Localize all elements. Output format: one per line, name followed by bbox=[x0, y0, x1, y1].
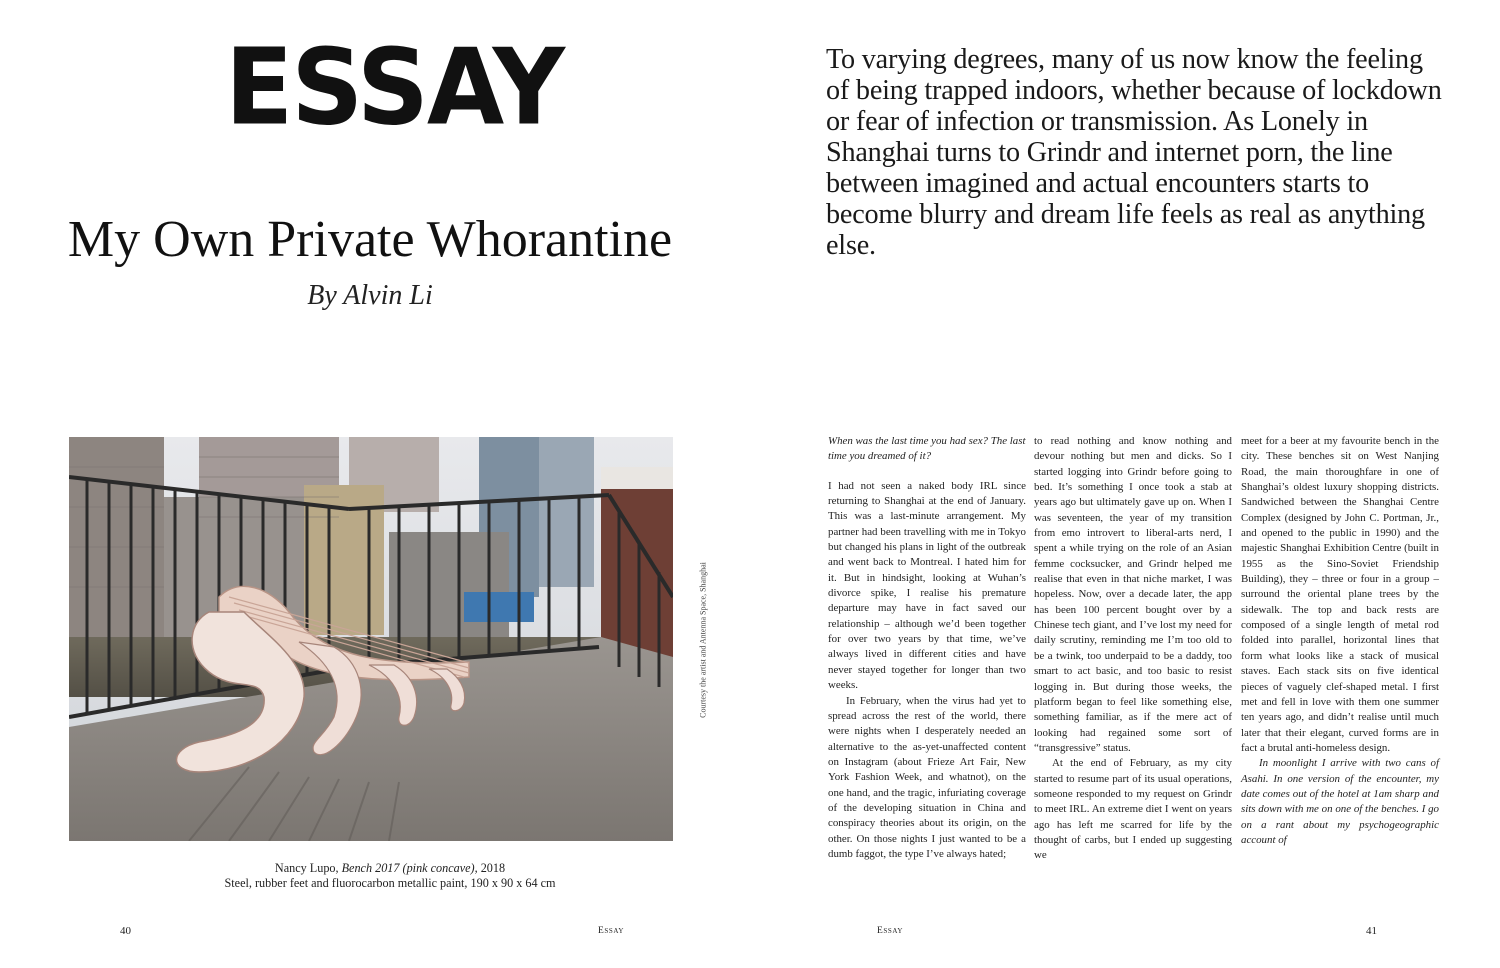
section-label: ESSAY bbox=[225, 25, 564, 149]
article-title: My Own Private Whorantine bbox=[67, 211, 673, 268]
photo-caption bbox=[100, 861, 680, 891]
opening-question: When was the last time you had sex? The last time you dreamed of it? bbox=[828, 435, 1026, 463]
page-number-right: 41 bbox=[1366, 925, 1377, 937]
running-head-right: Essay bbox=[877, 926, 904, 936]
byline: By Alvin Li bbox=[307, 280, 433, 311]
paragraph: In February, when the virus had yet to spread across the rest of the world, there were nights when I desperately needed an alternative to the as-yet-unaffected content on Instagram (about Frieze Art Fair, New York Fashion Week, and whatnot), on the one hand, and the tragic, infuriating coverage of the developing situation in China and conspiracy theories about its origin, on the other. On those nights I just wanted to be a dumb faggot, the type I’ve always hated; bbox=[828, 694, 1026, 860]
text-column-1 bbox=[828, 434, 1026, 862]
page-number-left: 40 bbox=[120, 925, 131, 937]
paragraph: to read nothing and know nothing and devour nothing but men and dicks. So I started logging into Grindr before going to bed. It’s something I once took a stab at years ago but ultimately gave up on. When I was seventeen, the year of my transition from emo introvert to liberal-arts nerd, I spent a while trying on the role of an Asian femme cocksucker, and Grindr helped me realise that even in that niche market, I was hopeless. Now, over a decade later, the app has been 100 percent bought over by a Chinese tech giant, and I’ve lost my need for daily scrutiny, reminding me I’m too old to be a twink, too underpaid to be a daddy, too smart to act basic, and too basic to resist logging in. But during those weeks, the platform began to feel like something else, something familiar, as if the mere act of looking had regained some sort of “transgressive” status. bbox=[1034, 435, 1232, 754]
caption-materials: Steel, rubber feet and fluorocarbon metallic paint, 190 x 90 x 64 cm bbox=[224, 876, 556, 890]
paragraph: meet for a beer at my favourite bench in the city. These benches sit on West Nanjing Road, the main thoroughfare in one of Shanghai’s oldest luxury shopping districts. Sandwiched between the Shanghai Centre Complex (designed by John C. Portman, Jr., and opened to the public in 1990) and the majestic Shanghai Exhibition Centre (built in 1955 as the Sino-Soviet Friendship Building), they – three or four in a group – surround the oriental plane trees by the sidewalk. The top and back rests are composed of a single length of metal rod folded into parallel, horizontal lines that form what looks like a stack of musical staves. Each stack sits on five identical pieces of vaguely clef-shaped metal. I first met and fell in love with them one summer ten years ago, and didn’t realise until much later that their elegant, curved forms are in fact a brutal anti-homeless design. bbox=[1241, 435, 1439, 754]
image-credit: Courtesy the artist and Antenna Space, Shanghai bbox=[698, 562, 708, 718]
caption-work-title: Bench 2017 (pink concave), bbox=[341, 861, 478, 875]
running-head-left: Essay bbox=[598, 926, 625, 936]
building bbox=[539, 437, 594, 587]
standfirst: To varying degrees, many of us now know the feeling of being trapped indoors, whether because of lockdown or fear of infection or transmission. As Lonely in Shanghai turns to Grindr and internet porn, the line between imagined and actual encounters starts to become blurry and dream life feels as real as anything else. bbox=[826, 44, 1442, 261]
caption-year: 2018 bbox=[480, 861, 506, 875]
text-column-2 bbox=[1034, 434, 1232, 864]
paragraph: At the end of February, as my city started to resume part of its usual operations, someone responded to my request on Grindr to meet IRL. An extreme diet I went on years ago has left me scarred for life by the thought of carbs, but I ended up suggesting we bbox=[1034, 757, 1232, 862]
sign bbox=[464, 592, 534, 622]
artwork-photo bbox=[69, 437, 673, 841]
text-column-3 bbox=[1241, 434, 1439, 848]
building bbox=[389, 532, 509, 642]
caption-artist: Nancy Lupo, bbox=[274, 861, 339, 875]
paragraph: I had not seen a naked body IRL since returning to Shanghai at the end of January. This was a last-minute arrangement. My partner had been travelling with me in Tokyo but changed his plans in light of the outbreak and went back to Montreal. I hated him for it. But in hindsight, looking at Wuhan’s divorce spike, I realise his premature departure may have in fact saved our relationship – although we’d been together for over two years by that time, we’ve always lived in different cities and have never stayed together for longer than two weeks. bbox=[828, 479, 1026, 692]
paragraph: In moonlight I arrive with two cans of Asahi. In one version of the encounter, my date comes out of the hotel at 1am sharp and sits down with me on one of the benches. I go on a rant about my psychogeographic account of bbox=[1241, 757, 1439, 846]
